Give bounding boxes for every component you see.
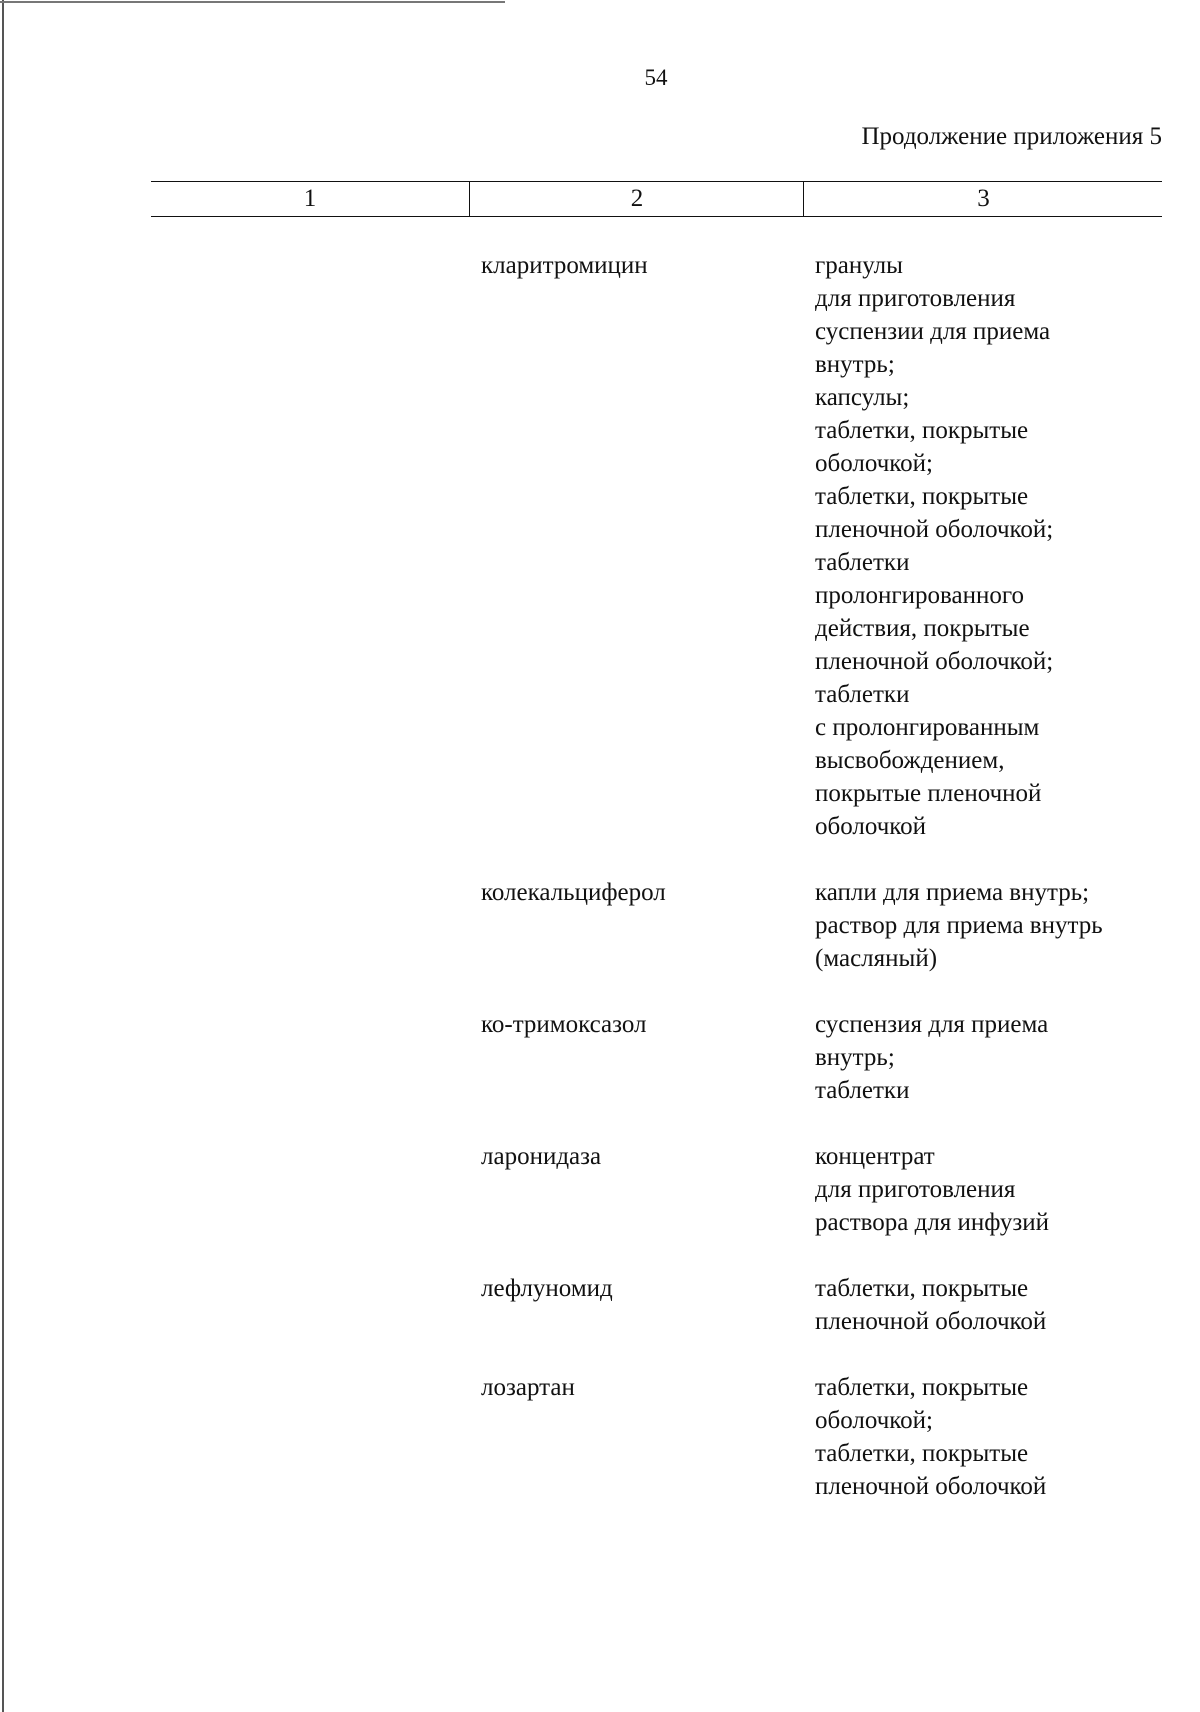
scan-top-edge (0, 1, 505, 3)
dosage-form-line: пролонгированного (815, 582, 1024, 609)
dosage-form-line: с пролонгированным (815, 714, 1040, 741)
dosage-form-line: суспензия для приема (815, 1011, 1049, 1038)
continuation-label: Продолжение приложения 5 (861, 123, 1162, 150)
column-header-1: 1 (303, 185, 317, 212)
drug-name: лозартан (481, 1374, 575, 1401)
table-row (481, 1140, 1171, 1239)
dosage-forms (815, 249, 1160, 843)
dosage-forms (815, 1272, 1160, 1338)
drug-name: лефлуномид (481, 1275, 613, 1302)
scan-left-edge (2, 0, 4, 1712)
dosage-form-line: (масляный) (815, 945, 938, 972)
dosage-form-line: пленочной оболочкой (815, 1308, 1047, 1335)
dosage-form-line: для приготовления (815, 285, 1016, 312)
drug-name: колекальциферол (481, 879, 666, 906)
dosage-form-line: гранулы (815, 252, 903, 279)
dosage-form-line: действия, покрытые (815, 615, 1030, 642)
dosage-form-line: внутрь; (815, 351, 895, 378)
column-header-3: 3 (803, 182, 1163, 216)
table-row (481, 1371, 1171, 1503)
dosage-form-line: для приготовления (815, 1176, 1016, 1203)
dosage-forms (815, 1008, 1160, 1107)
drug-name: ко-тримоксазол (481, 1011, 647, 1038)
dosage-form-line: таблетки, покрытые (815, 1275, 1029, 1302)
table-row (481, 249, 1171, 843)
table-body (481, 249, 1171, 1536)
dosage-form-line: оболочкой; (815, 1407, 933, 1434)
dosage-form-line: высвобождением, (815, 747, 1005, 774)
column-header-2: 2 (469, 182, 804, 216)
dosage-forms (815, 1371, 1160, 1503)
table-row (481, 1008, 1171, 1107)
table-row (481, 876, 1171, 975)
table-row (481, 1272, 1171, 1338)
dosage-form-line: таблетки (815, 1077, 910, 1104)
dosage-form-line: капли для приема внутрь; (815, 879, 1090, 906)
dosage-form-line: капсулы; (815, 384, 910, 411)
dosage-form-line: покрытые пленочной (815, 780, 1042, 807)
dosage-form-line: таблетки (815, 549, 910, 576)
dosage-form-line: таблетки, покрытые (815, 1374, 1029, 1401)
dosage-form-line: пленочной оболочкой; (815, 648, 1054, 675)
table-header (151, 181, 1162, 217)
drug-name: ларонидаза (481, 1143, 602, 1170)
page-number: 54 (644, 65, 668, 90)
drug-name: кларитромицин (481, 252, 648, 279)
dosage-form-line: внутрь; (815, 1044, 895, 1071)
dosage-form-line: таблетки, покрытые (815, 1440, 1029, 1467)
dosage-form-line: раствор для приема внутрь (815, 912, 1103, 939)
dosage-forms (815, 1140, 1160, 1239)
dosage-form-line: таблетки, покрытые (815, 417, 1029, 444)
dosage-form-line: оболочкой (815, 813, 927, 840)
dosage-form-line: суспензии для приема (815, 318, 1051, 345)
dosage-form-line: раствора для инфузий (815, 1209, 1050, 1236)
dosage-form-line: пленочной оболочкой; (815, 516, 1054, 543)
dosage-form-line: пленочной оболочкой (815, 1473, 1047, 1500)
dosage-form-line: таблетки, покрытые (815, 483, 1029, 510)
dosage-form-line: концентрат (815, 1143, 935, 1170)
dosage-form-line: оболочкой; (815, 450, 933, 477)
dosage-form-line: таблетки (815, 681, 910, 708)
dosage-forms (815, 876, 1160, 975)
